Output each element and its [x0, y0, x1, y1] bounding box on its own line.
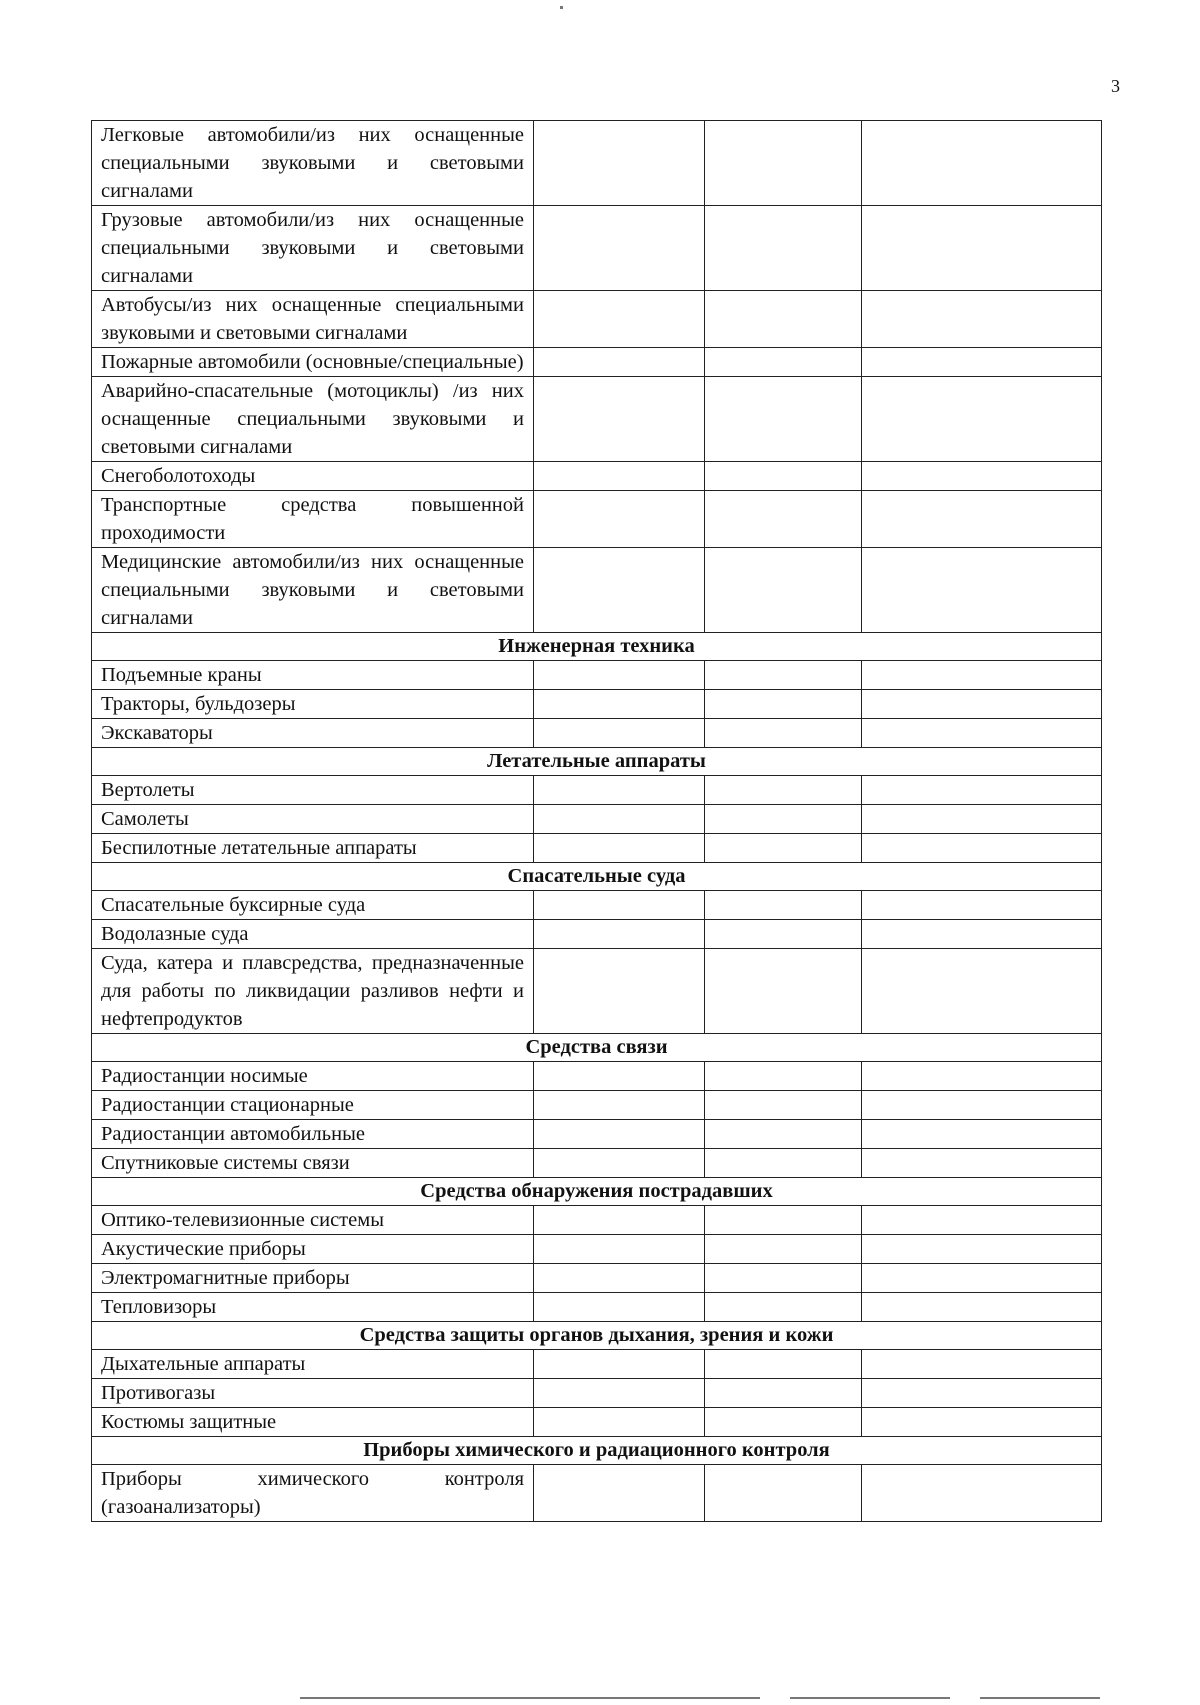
empty-value-cell — [862, 891, 1102, 920]
row-label: Спутниковые системы связи — [92, 1149, 534, 1178]
table-row — [92, 491, 1102, 548]
empty-value-cell — [534, 291, 705, 348]
empty-value-cell — [705, 661, 862, 690]
scan-artifact — [560, 6, 563, 9]
row-label: Радиостанции автомобильные — [92, 1120, 534, 1149]
table-row — [92, 1408, 1102, 1437]
empty-value-cell — [534, 1120, 705, 1149]
empty-value-cell — [705, 949, 862, 1034]
table-row — [92, 1379, 1102, 1408]
empty-value-cell — [534, 1379, 705, 1408]
table-row — [92, 1264, 1102, 1293]
empty-value-cell — [862, 1149, 1102, 1178]
empty-value-cell — [534, 491, 705, 548]
table-row — [92, 834, 1102, 863]
empty-value-cell — [534, 377, 705, 462]
empty-value-cell — [534, 1350, 705, 1379]
empty-value-cell — [705, 1120, 862, 1149]
empty-value-cell — [705, 1062, 862, 1091]
section-header-row — [92, 633, 1102, 661]
table-row — [92, 548, 1102, 633]
empty-value-cell — [534, 121, 705, 206]
row-label: Тепловизоры — [92, 1293, 534, 1322]
row-label: Аварийно-спасательные (мотоциклы) /из них оснащенные специальными звуковыми и световыми сигналами — [92, 377, 534, 462]
empty-value-cell — [862, 1350, 1102, 1379]
empty-value-cell — [862, 834, 1102, 863]
empty-value-cell — [534, 949, 705, 1034]
empty-value-cell — [534, 1235, 705, 1264]
section-header-row — [92, 1322, 1102, 1350]
empty-value-cell — [705, 1350, 862, 1379]
empty-value-cell — [862, 1206, 1102, 1235]
empty-value-cell — [705, 690, 862, 719]
empty-value-cell — [534, 1091, 705, 1120]
empty-value-cell — [705, 1091, 862, 1120]
table-row — [92, 920, 1102, 949]
table-row — [92, 661, 1102, 690]
section-header-row — [92, 1034, 1102, 1062]
table-row — [92, 1235, 1102, 1264]
empty-value-cell — [534, 805, 705, 834]
empty-value-cell — [705, 920, 862, 949]
empty-value-cell — [534, 348, 705, 377]
empty-value-cell — [534, 690, 705, 719]
table-row — [92, 690, 1102, 719]
empty-value-cell — [534, 1293, 705, 1322]
empty-value-cell — [534, 548, 705, 633]
section-header-row — [92, 1178, 1102, 1206]
table-row — [92, 1350, 1102, 1379]
empty-value-cell — [705, 1235, 862, 1264]
empty-value-cell — [862, 206, 1102, 291]
section-title: Летательные аппараты — [92, 748, 1102, 776]
empty-value-cell — [862, 1235, 1102, 1264]
empty-value-cell — [705, 1293, 862, 1322]
empty-value-cell — [705, 206, 862, 291]
empty-value-cell — [862, 1062, 1102, 1091]
row-label: Пожарные автомобили (основные/специальные) — [92, 348, 534, 377]
table-row — [92, 377, 1102, 462]
row-label: Беспилотные летательные аппараты — [92, 834, 534, 863]
empty-value-cell — [534, 1062, 705, 1091]
empty-value-cell — [534, 920, 705, 949]
section-header-row — [92, 748, 1102, 776]
section-title: Приборы химического и радиационного контроля — [92, 1437, 1102, 1465]
row-label: Радиостанции носимые — [92, 1062, 534, 1091]
section-title: Средства связи — [92, 1034, 1102, 1062]
section-title: Инженерная техника — [92, 633, 1102, 661]
table-row — [92, 1091, 1102, 1120]
empty-value-cell — [862, 805, 1102, 834]
empty-value-cell — [862, 348, 1102, 377]
row-label: Тракторы, бульдозеры — [92, 690, 534, 719]
table-row — [92, 206, 1102, 291]
empty-value-cell — [534, 206, 705, 291]
table-row — [92, 1293, 1102, 1322]
row-label: Приборы химического контроля (газоанализаторы) — [92, 1465, 534, 1522]
scan-artifact-line — [980, 1697, 1100, 1699]
equipment-table-body — [92, 121, 1102, 1522]
empty-value-cell — [862, 1264, 1102, 1293]
empty-value-cell — [705, 1408, 862, 1437]
row-label: Медицинские автомобили/из них оснащенные специальными звуковыми и световыми сигналами — [92, 548, 534, 633]
row-label: Экскаваторы — [92, 719, 534, 748]
empty-value-cell — [534, 719, 705, 748]
empty-value-cell — [862, 1091, 1102, 1120]
empty-value-cell — [862, 1293, 1102, 1322]
empty-value-cell — [862, 776, 1102, 805]
table-row — [92, 462, 1102, 491]
empty-value-cell — [862, 548, 1102, 633]
row-label: Электромагнитные приборы — [92, 1264, 534, 1293]
empty-value-cell — [862, 661, 1102, 690]
section-title: Средства защиты органов дыхания, зрения и кожи — [92, 1322, 1102, 1350]
row-label: Снегоболотоходы — [92, 462, 534, 491]
empty-value-cell — [862, 920, 1102, 949]
table-row — [92, 1062, 1102, 1091]
empty-value-cell — [705, 776, 862, 805]
row-label: Противогазы — [92, 1379, 534, 1408]
row-label: Транспортные средства повышенной проходимости — [92, 491, 534, 548]
empty-value-cell — [705, 291, 862, 348]
row-label: Вертолеты — [92, 776, 534, 805]
row-label: Костюмы защитные — [92, 1408, 534, 1437]
empty-value-cell — [862, 491, 1102, 548]
row-label: Радиостанции стационарные — [92, 1091, 534, 1120]
table-row — [92, 776, 1102, 805]
table-row — [92, 121, 1102, 206]
empty-value-cell — [705, 121, 862, 206]
empty-value-cell — [705, 1206, 862, 1235]
row-label: Водолазные суда — [92, 920, 534, 949]
empty-value-cell — [705, 805, 862, 834]
table-row — [92, 805, 1102, 834]
row-label: Грузовые автомобили/из них оснащенные специальными звуковыми и световыми сигналами — [92, 206, 534, 291]
section-header-row — [92, 1437, 1102, 1465]
empty-value-cell — [705, 377, 862, 462]
empty-value-cell — [705, 462, 862, 491]
empty-value-cell — [705, 1379, 862, 1408]
empty-value-cell — [862, 1379, 1102, 1408]
table-row — [92, 1465, 1102, 1522]
empty-value-cell — [534, 1408, 705, 1437]
empty-value-cell — [534, 1149, 705, 1178]
row-label: Суда, катера и плавсредства, предназначенные для работы по ликвидации разливов нефти и нефтепродуктов — [92, 949, 534, 1034]
row-label: Самолеты — [92, 805, 534, 834]
empty-value-cell — [705, 348, 862, 377]
row-label: Автобусы/из них оснащенные специальными звуковыми и световыми сигналами — [92, 291, 534, 348]
table-row — [92, 891, 1102, 920]
empty-value-cell — [862, 1465, 1102, 1522]
empty-value-cell — [705, 1264, 862, 1293]
empty-value-cell — [705, 548, 862, 633]
section-title: Средства обнаружения пострадавших — [92, 1178, 1102, 1206]
page-number: 3 — [1111, 76, 1120, 96]
table-row — [92, 1120, 1102, 1149]
table-row — [92, 949, 1102, 1034]
empty-value-cell — [534, 462, 705, 491]
scan-artifact-line — [300, 1697, 760, 1699]
empty-value-cell — [705, 719, 862, 748]
row-label: Подъемные краны — [92, 661, 534, 690]
empty-value-cell — [705, 891, 862, 920]
empty-value-cell — [534, 661, 705, 690]
empty-value-cell — [705, 1149, 862, 1178]
empty-value-cell — [862, 949, 1102, 1034]
empty-value-cell — [862, 377, 1102, 462]
empty-value-cell — [862, 1408, 1102, 1437]
empty-value-cell — [534, 1206, 705, 1235]
row-label: Легковые автомобили/из них оснащенные специальными звуковыми и световыми сигналами — [92, 121, 534, 206]
empty-value-cell — [705, 834, 862, 863]
empty-value-cell — [862, 719, 1102, 748]
section-title: Спасательные суда — [92, 863, 1102, 891]
empty-value-cell — [534, 891, 705, 920]
scan-artifact-line — [790, 1697, 950, 1699]
empty-value-cell — [534, 834, 705, 863]
empty-value-cell — [705, 1465, 862, 1522]
empty-value-cell — [534, 1264, 705, 1293]
row-label: Акустические приборы — [92, 1235, 534, 1264]
empty-value-cell — [705, 491, 862, 548]
empty-value-cell — [534, 1465, 705, 1522]
row-label: Оптико-телевизионные системы — [92, 1206, 534, 1235]
table-row — [92, 1149, 1102, 1178]
empty-value-cell — [862, 121, 1102, 206]
equipment-table — [91, 120, 1102, 1522]
empty-value-cell — [862, 690, 1102, 719]
empty-value-cell — [534, 776, 705, 805]
row-label: Спасательные буксирные суда — [92, 891, 534, 920]
row-label: Дыхательные аппараты — [92, 1350, 534, 1379]
empty-value-cell — [862, 291, 1102, 348]
table-row — [92, 348, 1102, 377]
empty-value-cell — [862, 462, 1102, 491]
empty-value-cell — [862, 1120, 1102, 1149]
section-header-row — [92, 863, 1102, 891]
table-row — [92, 719, 1102, 748]
table-row — [92, 291, 1102, 348]
table-row — [92, 1206, 1102, 1235]
